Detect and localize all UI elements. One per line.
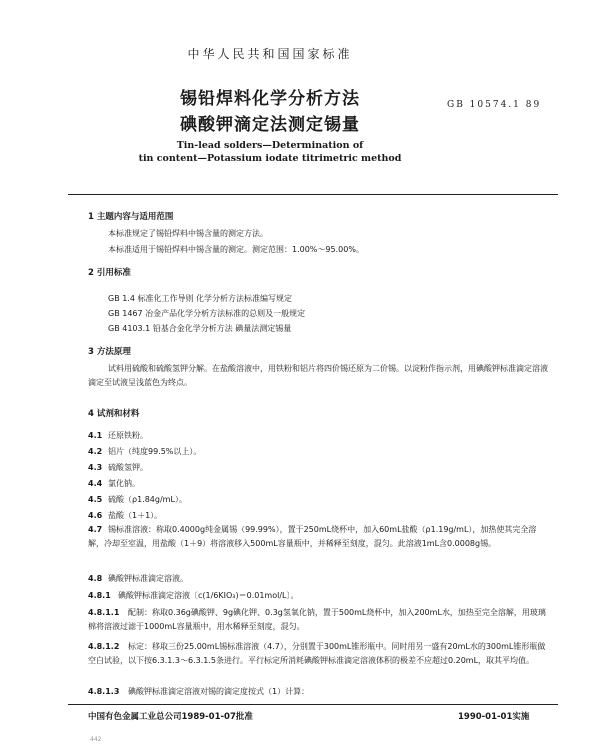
reagent-item-4-8 (88, 573, 188, 584)
item-number: 4.7 (88, 525, 103, 534)
item-text: 配制：称取0.36g碘酸钾、9g碘化钾、0.3g氢氧化钠，置于500mL烧杯中，加入200mL水，加热至完全溶解，用玻璃棉将溶液过滤于1000mL容量瓶中，用水稀释至刻度，混匀。 (88, 608, 546, 631)
section-3-text: 试料用硫酸和硫酸氢钾分解。在盐酸溶液中，用铁粉和铝片将四价锡还原为二价锡。以淀粉作指示剂，用碘酸钾标准滴定溶液滴定至试液呈浅蓝色为终点。 (88, 364, 548, 387)
english-title-line2: tin content—Potassium iodate titrimetric method (138, 153, 402, 164)
section-heading-1: 1 主题内容与适用范围 (88, 212, 174, 222)
item-number: 4.4 (88, 479, 103, 488)
item-number: 4.8.1.2 (88, 642, 120, 651)
item-text: 碘酸钾标准滴定溶液〔c(1/6KIO₃)＝0.01mol/L〕。 (118, 591, 299, 600)
section-heading-3: 3 方法原理 (88, 347, 131, 357)
reagent-item-4-8-1-2 (88, 640, 550, 668)
reference-item: GB 4103.1 铅基合金化学分析方法 碘量法测定锡量 (108, 324, 292, 333)
reagent-item-4-8-1-1 (88, 606, 550, 634)
implementation-date: 1990-01-01实施 (458, 712, 530, 722)
item-number: 4.2 (88, 447, 103, 456)
header-divider (68, 194, 558, 195)
reagent-item (88, 430, 148, 441)
reagent-item-4-8-1-3 (88, 686, 309, 697)
item-number: 4.6 (88, 511, 103, 520)
document-title-line1: 锡铅焊料化学分析方法 (180, 89, 360, 109)
item-number: 4.8.1 (88, 591, 111, 600)
footer-divider (68, 704, 558, 705)
section-1-line1: 本标准规定了锡铅焊料中锡含量的测定方法。 (108, 229, 268, 238)
reagent-item-4-7 (88, 523, 550, 551)
standard-number: GB 10574.1 89 (447, 100, 542, 110)
national-standard-label: 中华人民共和国国家标准 (187, 47, 353, 61)
item-text: 氯化钠。 (108, 479, 140, 488)
item-text: 铝片（纯度99.5%以上）。 (108, 447, 202, 456)
reagent-item (88, 462, 148, 473)
item-text: 还原铁粉。 (108, 431, 148, 440)
section-heading-4: 4 试剂和材料 (88, 409, 140, 419)
page-number: 442 (90, 736, 102, 743)
reagent-item (88, 494, 187, 505)
item-text: 标定：移取三份25.00mL锡标准溶液（4.7），分别置于300mL锥形瓶中。同时用另一盛有20mL水的300mL锥形瓶做空白试验，以下按6.3.1.3～6.3.1.5条进行。平行标定所消耗碘酸钾标准滴定溶液体积的极差不应超过0.20mL，取其平均值。 (88, 642, 546, 665)
document-title-line2: 碘酸钾滴定法测定锡量 (180, 115, 360, 135)
item-number: 4.1 (88, 431, 103, 440)
english-title-line1: Tin-lead solders—Determination of (176, 140, 364, 151)
reference-item: GB 1.4 标准化工作导则 化学分析方法标准编写规定 (108, 294, 293, 303)
reagent-item (88, 510, 162, 521)
reference-item: GB 1467 冶金产品化学分析方法标准的总则及一般规定 (108, 309, 306, 318)
item-text: 硫酸氢钾。 (108, 463, 148, 472)
reagent-item-4-8-1 (88, 590, 299, 601)
reagent-item (88, 478, 140, 489)
reagent-item (88, 446, 201, 457)
item-text: 碘酸钾标准滴定溶液。 (108, 574, 188, 583)
item-number: 4.5 (88, 495, 103, 504)
item-text: 盐酸（1＋1）。 (108, 511, 163, 520)
item-text: 碘酸钾标准滴定溶液对锡的滴定度按式（1）计算： (128, 687, 310, 696)
item-number: 4.8 (88, 574, 103, 583)
item-number: 4.8.1.3 (88, 687, 120, 696)
item-text: 硫酸（ρ1.84g/mL）。 (108, 495, 187, 504)
item-number: 4.8.1.1 (88, 608, 120, 617)
item-number: 4.3 (88, 463, 103, 472)
item-text: 锡标准溶液：称取0.4000g纯金属锡（99.99%），置于250mL烧杯中，加入60mL盐酸（ρ1.19g/mL），加热使其完全溶解，冷却至室温，用盐酸（1＋9）将溶液移入500mL容量瓶中，并稀释至刻度，混匀。此溶液1mL含0.0008g锡。 (88, 525, 537, 548)
section-1-line2: 本标准适用于锡铅焊料中锡含量的测定。测定范围：1.00%～95.00%。 (108, 245, 364, 254)
section-heading-2: 2 引用标准 (88, 268, 131, 278)
approval-info: 中国有色金属工业总公司1989-01-07批准 (88, 712, 253, 722)
